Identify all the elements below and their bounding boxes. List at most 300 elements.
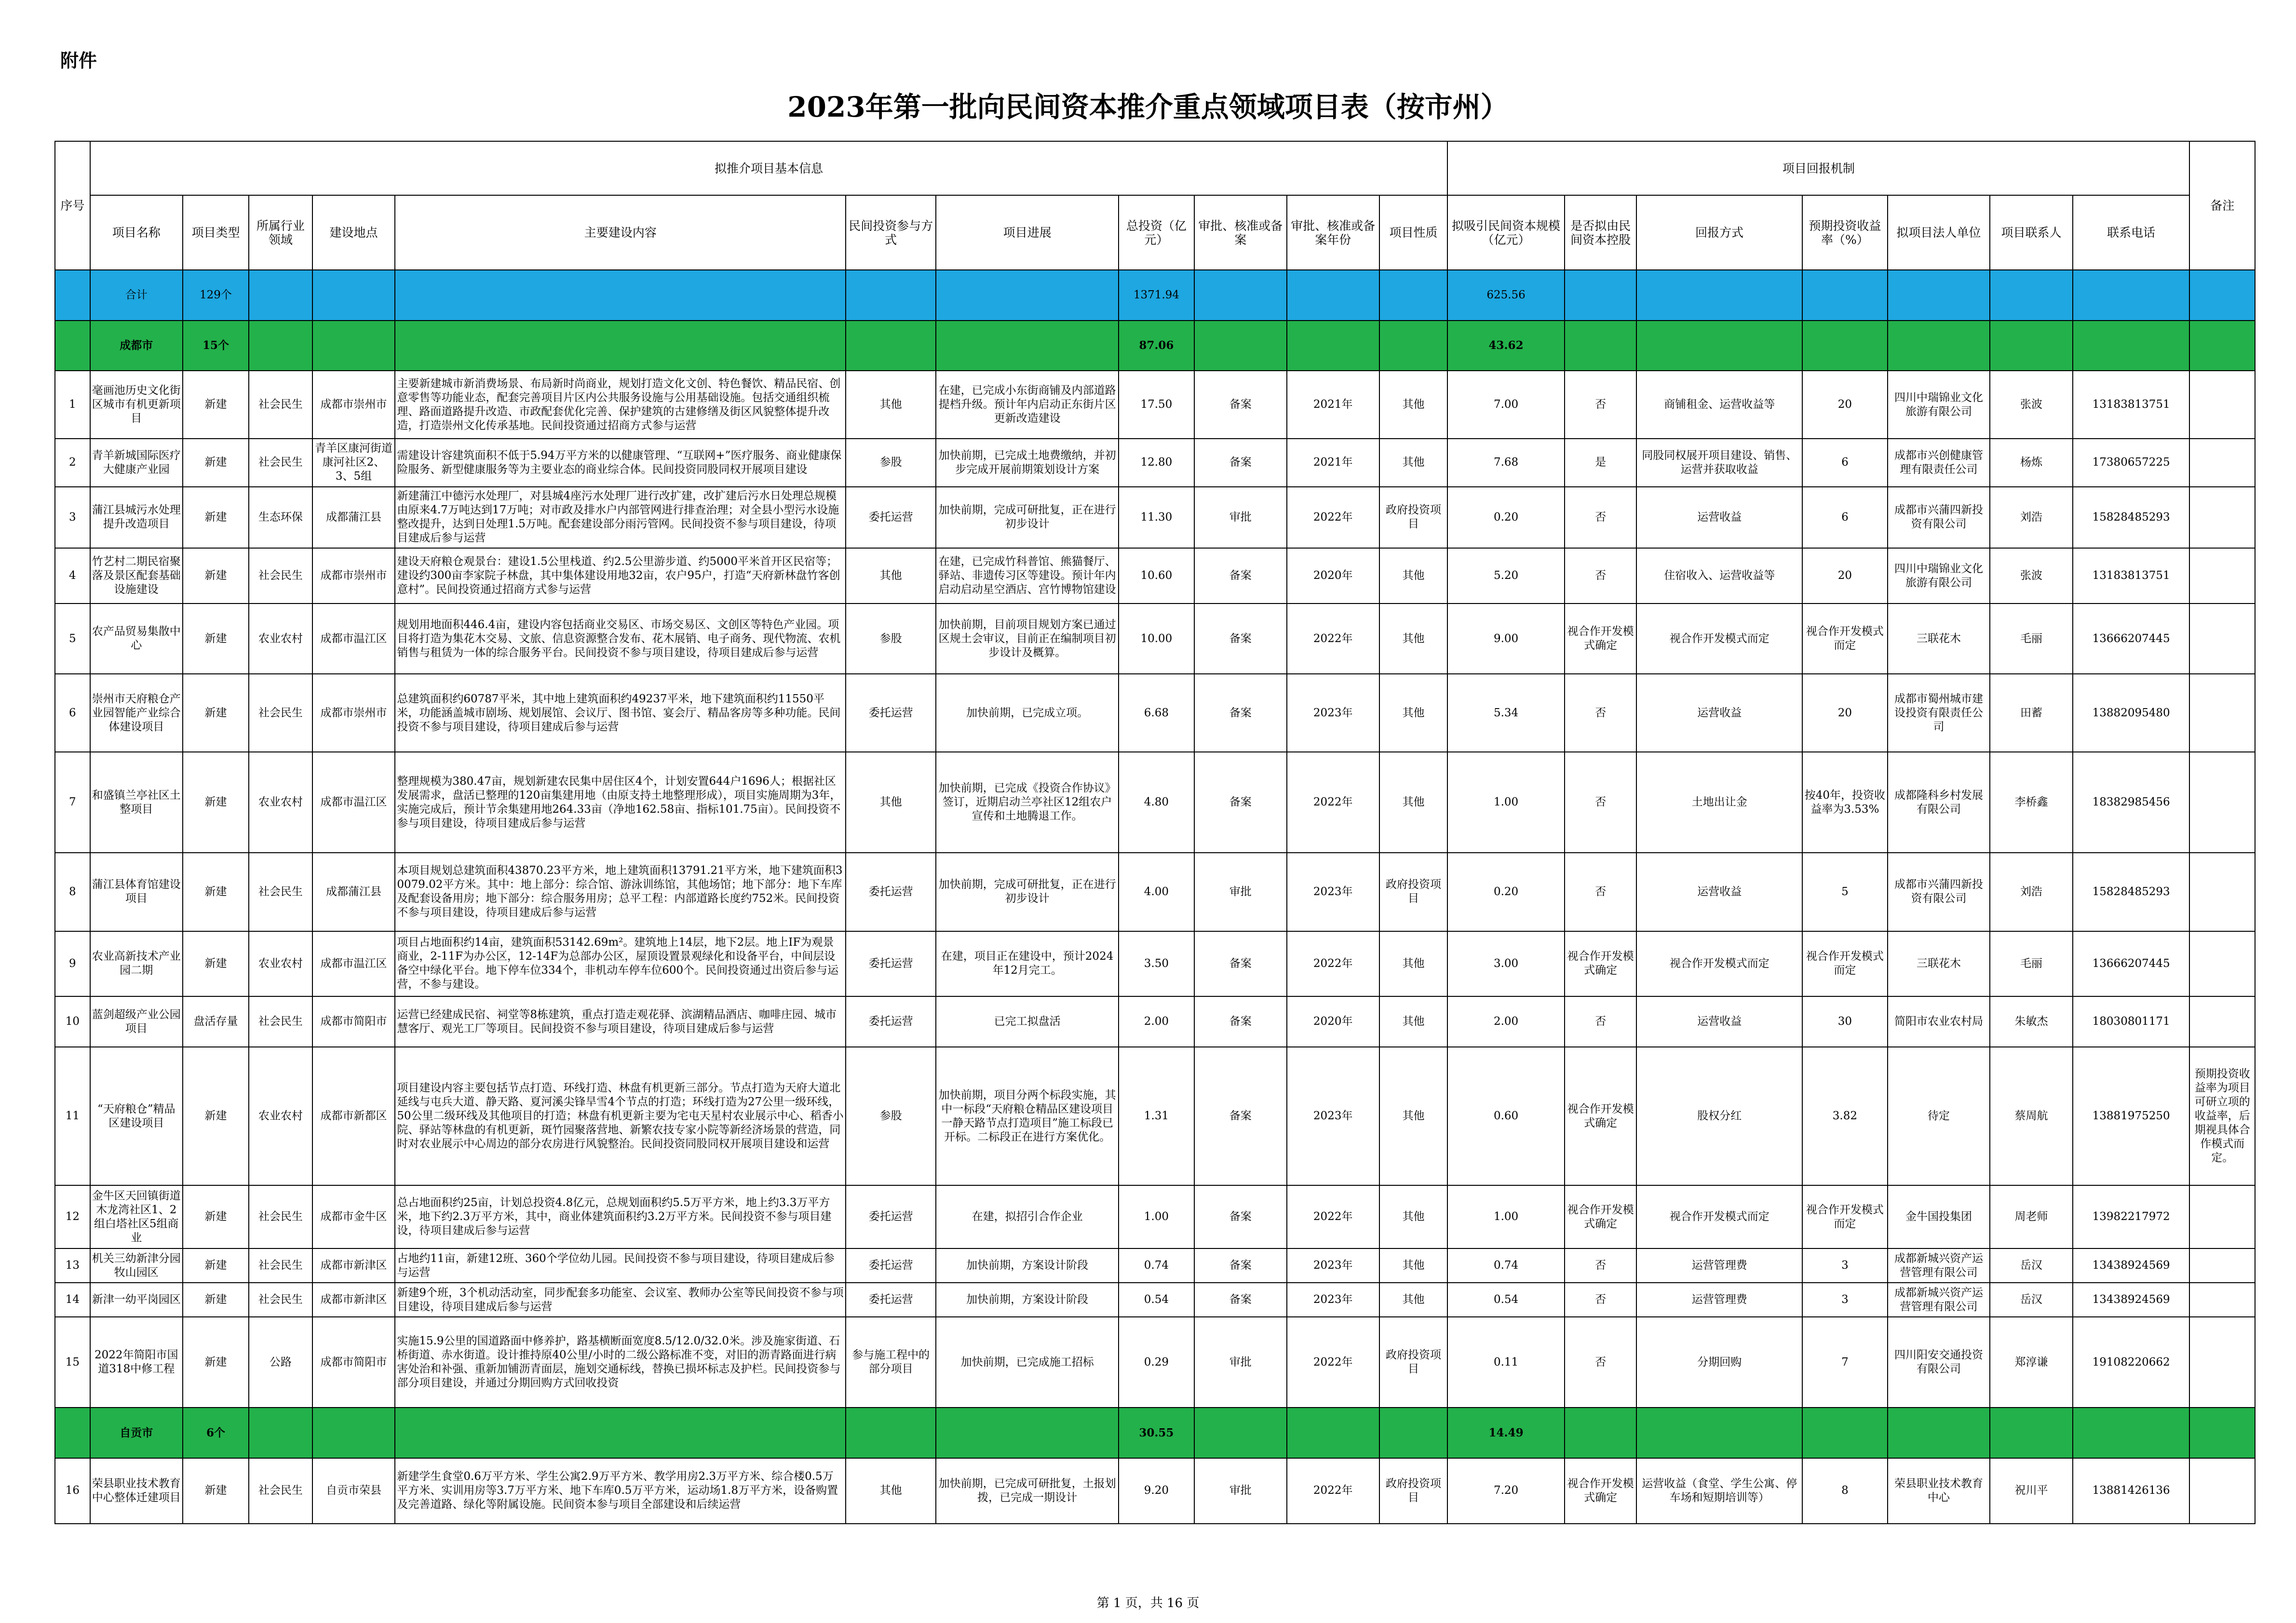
approval-year: 2023年 bbox=[1287, 674, 1379, 752]
industry: 社会民生 bbox=[249, 1458, 312, 1524]
row-seq: 4 bbox=[55, 548, 90, 604]
contact: 祝川平 bbox=[1990, 1458, 2073, 1524]
return-mode: 股权分红 bbox=[1636, 1047, 1802, 1185]
phone: 15828485293 bbox=[2073, 853, 2190, 931]
participation: 委托运营 bbox=[846, 1185, 936, 1248]
location: 成都蒲江县 bbox=[312, 853, 395, 931]
header-legal-unit: 拟项目法人单位 bbox=[1888, 195, 1990, 270]
private-scale: 1.00 bbox=[1447, 752, 1565, 853]
yield: 8 bbox=[1802, 1458, 1888, 1524]
private-scale: 9.00 bbox=[1447, 604, 1565, 674]
return-mode: 运营收益 bbox=[1636, 674, 1802, 752]
industry: 社会民生 bbox=[249, 996, 312, 1047]
phone: 19108220662 bbox=[2073, 1317, 2190, 1408]
return-mode: 视合作开发模式而定 bbox=[1636, 1185, 1802, 1248]
controlled: 视合作开发模式确定 bbox=[1565, 1458, 1637, 1524]
controlled: 视合作开发模式确定 bbox=[1565, 1185, 1637, 1248]
header-nature: 项目性质 bbox=[1379, 195, 1448, 270]
controlled: 否 bbox=[1565, 1283, 1637, 1317]
yield: 6 bbox=[1802, 439, 1888, 486]
header-industry: 所属行业领域 bbox=[249, 195, 312, 270]
legal-unit: 待定 bbox=[1888, 1047, 1990, 1185]
remark bbox=[2189, 996, 2255, 1047]
return-mode: 住宿收入、运营收益等 bbox=[1636, 548, 1802, 604]
industry: 社会民生 bbox=[249, 548, 312, 604]
header-investment: 总投资（亿元） bbox=[1119, 195, 1194, 270]
location: 成都市简阳市 bbox=[312, 1317, 395, 1408]
participation: 参股 bbox=[846, 1047, 936, 1185]
nature: 其他 bbox=[1379, 439, 1448, 486]
progress: 加快前期，已完成施工招标 bbox=[936, 1317, 1119, 1408]
legal-unit: 四川中瑞锦业文化旅游有限公司 bbox=[1888, 371, 1990, 439]
header-approval-year: 审批、核准或备案年份 bbox=[1287, 195, 1379, 270]
remark bbox=[2189, 853, 2255, 931]
progress: 加快前期，项目分两个标段实施，其中一标段“天府粮仓精品区建设项目一静天路节点打造项目”施工标段已开标。二标段正在进行方案优化。 bbox=[936, 1047, 1119, 1185]
content: 新建蒲江中德污水处理厂，对县城4座污水处理厂进行改扩建，改扩建后污水日处理总规模由原来4.7万吨达到17万吨；对市政及排水户内部管网进行排查治理；对全县小型污水设施整改提升，达到日处理1.5万吨。配套建设部分雨污管网。民间投资不参与项目建设，待项目建成后参与运营 bbox=[395, 487, 846, 549]
participation: 委托运营 bbox=[846, 996, 936, 1047]
investment: 10.60 bbox=[1119, 548, 1194, 604]
legal-unit: 成都市兴蒲四新投资有限公司 bbox=[1888, 487, 1990, 549]
row-seq: 15 bbox=[55, 1317, 90, 1408]
contact: 周老师 bbox=[1990, 1185, 2073, 1248]
contact: 张波 bbox=[1990, 371, 2073, 439]
progress: 在建，项目正在建设中，预计2024年12月完工。 bbox=[936, 931, 1119, 997]
approval-year: 2020年 bbox=[1287, 548, 1379, 604]
project-type: 新建 bbox=[183, 548, 249, 604]
location: 成都市新津区 bbox=[312, 1248, 395, 1283]
contact: 毛丽 bbox=[1990, 931, 2073, 997]
private-scale: 0.20 bbox=[1447, 487, 1565, 549]
remark bbox=[2189, 371, 2255, 439]
remark: 预期投资收益率为项目可研立项的收益率，后期视具体合作模式而定。 bbox=[2189, 1047, 2255, 1185]
return-mode: 运营收益 bbox=[1636, 853, 1802, 931]
approval-year: 2023年 bbox=[1287, 1248, 1379, 1283]
approval: 备案 bbox=[1194, 439, 1287, 486]
header-contact: 项目联系人 bbox=[1990, 195, 2073, 270]
city-investment: 30.55 bbox=[1119, 1408, 1194, 1458]
participation: 参股 bbox=[846, 604, 936, 674]
header-progress: 项目进展 bbox=[936, 195, 1119, 270]
legal-unit: 三联花木 bbox=[1888, 931, 1990, 997]
phone: 13982217972 bbox=[2073, 1185, 2190, 1248]
total-row bbox=[55, 270, 2255, 321]
row-seq: 1 bbox=[55, 371, 90, 439]
nature: 其他 bbox=[1379, 371, 1448, 439]
total-private: 625.56 bbox=[1447, 270, 1565, 321]
nature: 其他 bbox=[1379, 1185, 1448, 1248]
nature: 政府投资项目 bbox=[1379, 487, 1448, 549]
project-type: 新建 bbox=[183, 1248, 249, 1283]
row-seq: 6 bbox=[55, 674, 90, 752]
investment: 4.00 bbox=[1119, 853, 1194, 931]
controlled: 否 bbox=[1565, 752, 1637, 853]
controlled: 否 bbox=[1565, 853, 1637, 931]
controlled: 视合作开发模式确定 bbox=[1565, 931, 1637, 997]
header-private-scale: 拟吸引民间资本规模（亿元） bbox=[1447, 195, 1565, 270]
table-row bbox=[55, 752, 2255, 853]
return-mode: 运营管理费 bbox=[1636, 1248, 1802, 1283]
city-private: 43.62 bbox=[1447, 321, 1565, 371]
project-name: 蒲江县体育馆建设项目 bbox=[90, 853, 183, 931]
contact: 朱敏杰 bbox=[1990, 996, 2073, 1047]
approval: 备案 bbox=[1194, 371, 1287, 439]
table-body bbox=[55, 270, 2255, 1524]
phone: 13882095480 bbox=[2073, 674, 2190, 752]
contact: 毛丽 bbox=[1990, 604, 2073, 674]
approval-year: 2023年 bbox=[1287, 1283, 1379, 1317]
yield: 5 bbox=[1802, 853, 1888, 931]
project-type: 新建 bbox=[183, 1458, 249, 1524]
industry: 农业农村 bbox=[249, 752, 312, 853]
controlled: 视合作开发模式确定 bbox=[1565, 604, 1637, 674]
approval: 审批 bbox=[1194, 487, 1287, 549]
controlled: 否 bbox=[1565, 1317, 1637, 1408]
industry: 社会民生 bbox=[249, 1248, 312, 1283]
approval-year: 2023年 bbox=[1287, 1047, 1379, 1185]
phone: 13438924569 bbox=[2073, 1248, 2190, 1283]
nature: 政府投资项目 bbox=[1379, 853, 1448, 931]
contact: 蔡周航 bbox=[1990, 1047, 2073, 1185]
project-name: 农产品贸易集散中心 bbox=[90, 604, 183, 674]
progress: 加快前期，已完成土地费缴纳，并初步完成开展前期策划设计方案 bbox=[936, 439, 1119, 486]
contact: 张波 bbox=[1990, 548, 2073, 604]
content: 建设天府粮仓观景台：建设1.5公里栈道、约2.5公里游步道、约5000平米首开区民宿等；建设约300亩李家院子林盘，其中集体建设用地32亩，农户95户，打造“天府新林盘竹客创意村”。民间投资通过招商方式参与运营 bbox=[395, 548, 846, 604]
legal-unit: 三联花木 bbox=[1888, 604, 1990, 674]
approval: 审批 bbox=[1194, 1458, 1287, 1524]
industry: 公路 bbox=[249, 1317, 312, 1408]
legal-unit: 金牛国投集团 bbox=[1888, 1185, 1990, 1248]
approval: 备案 bbox=[1194, 752, 1287, 853]
yield: 视合作开发模式而定 bbox=[1802, 931, 1888, 997]
remark bbox=[2189, 674, 2255, 752]
private-scale: 0.74 bbox=[1447, 1248, 1565, 1283]
yield: 3.82 bbox=[1802, 1047, 1888, 1185]
approval: 备案 bbox=[1194, 931, 1287, 997]
contact: 刘浩 bbox=[1990, 853, 2073, 931]
progress: 加快前期，已完成立项。 bbox=[936, 674, 1119, 752]
return-mode: 运营收益（食堂、学生公寓、停车场和短期培训等） bbox=[1636, 1458, 1802, 1524]
project-name: 蒲江县城污水处理提升改造项目 bbox=[90, 487, 183, 549]
investment: 4.80 bbox=[1119, 752, 1194, 853]
industry: 农业农村 bbox=[249, 1047, 312, 1185]
participation: 其他 bbox=[846, 752, 936, 853]
table-row bbox=[55, 931, 2255, 997]
header-location: 建设地点 bbox=[312, 195, 395, 270]
city-row bbox=[55, 321, 2255, 371]
table-row bbox=[55, 487, 2255, 549]
content: 整理规模为380.47亩，规划新建农民集中居住区4个，计划安置644户1696人；根据社区发展需求，盘活已整理的120亩集建用地（由原支持土地整理形成），项目实施周期为3年，实施完成后，预计节余集建用地264.33亩（净地162.58亩、指标101.75亩）。民间投资不参与项目建设，待项目建成后参与运营 bbox=[395, 752, 846, 853]
city-investment: 87.06 bbox=[1119, 321, 1194, 371]
location: 成都蒲江县 bbox=[312, 487, 395, 549]
nature: 其他 bbox=[1379, 604, 1448, 674]
location: 成都市新津区 bbox=[312, 1283, 395, 1317]
location: 成都市温江区 bbox=[312, 931, 395, 997]
contact: 岳汉 bbox=[1990, 1283, 2073, 1317]
progress: 在建，已完成小东街商铺及内部道路提档升级。预计年内启动正东街片区更新改造建设 bbox=[936, 371, 1119, 439]
industry: 农业农村 bbox=[249, 604, 312, 674]
approval-year: 2023年 bbox=[1287, 853, 1379, 931]
return-mode: 分期回购 bbox=[1636, 1317, 1802, 1408]
table-row bbox=[55, 371, 2255, 439]
approval-year: 2022年 bbox=[1287, 604, 1379, 674]
project-name: 蓝剑超级产业公园项目 bbox=[90, 996, 183, 1047]
remark bbox=[2189, 439, 2255, 486]
project-table bbox=[54, 141, 2255, 1524]
industry: 社会民生 bbox=[249, 371, 312, 439]
header-remark: 备注 bbox=[2189, 141, 2255, 270]
contact: 刘浩 bbox=[1990, 487, 2073, 549]
project-name: 毫画池历史文化街区城市有机更新项目 bbox=[90, 371, 183, 439]
approval-year: 2022年 bbox=[1287, 1458, 1379, 1524]
city-name: 自贡市 bbox=[90, 1408, 183, 1458]
approval: 备案 bbox=[1194, 548, 1287, 604]
legal-unit: 成都隆科乡村发展有限公司 bbox=[1888, 752, 1990, 853]
approval-year: 2022年 bbox=[1287, 487, 1379, 549]
progress: 加快前期，方案设计阶段 bbox=[936, 1248, 1119, 1283]
investment: 0.29 bbox=[1119, 1317, 1194, 1408]
location: 成都市简阳市 bbox=[312, 996, 395, 1047]
nature: 其他 bbox=[1379, 1248, 1448, 1283]
approval-year: 2022年 bbox=[1287, 1185, 1379, 1248]
industry: 生态环保 bbox=[249, 487, 312, 549]
row-seq: 8 bbox=[55, 853, 90, 931]
location: 成都市温江区 bbox=[312, 604, 395, 674]
content: 新建9个班，3个机动活动室，同步配套多功能室、会议室、教师办公室等民间投资不参与项目建设，待项目建成后参与运营 bbox=[395, 1283, 846, 1317]
table-row bbox=[55, 853, 2255, 931]
location: 成都市崇州市 bbox=[312, 371, 395, 439]
project-type: 新建 bbox=[183, 487, 249, 549]
row-seq: 16 bbox=[55, 1458, 90, 1524]
phone: 13881426136 bbox=[2073, 1458, 2190, 1524]
participation: 委托运营 bbox=[846, 487, 936, 549]
controlled: 视合作开发模式确定 bbox=[1565, 1047, 1637, 1185]
yield: 3 bbox=[1802, 1248, 1888, 1283]
contact: 李桥鑫 bbox=[1990, 752, 2073, 853]
participation: 委托运营 bbox=[846, 674, 936, 752]
approval: 备案 bbox=[1194, 1248, 1287, 1283]
yield: 视合作开发模式而定 bbox=[1802, 604, 1888, 674]
return-mode: 运营收益 bbox=[1636, 487, 1802, 549]
content: 占地约11亩，新建12班、360个学位幼儿园。民间投资不参与项目建设，待项目建成后参与运营 bbox=[395, 1248, 846, 1283]
nature: 其他 bbox=[1379, 1047, 1448, 1185]
table-row bbox=[55, 1047, 2255, 1185]
legal-unit: 成都市蜀州城市建设投资有限责任公司 bbox=[1888, 674, 1990, 752]
project-name: “天府粮仓”精品区建设项目 bbox=[90, 1047, 183, 1185]
progress: 加快前期，已完成可研批复，土报划拨，已完成一期设计 bbox=[936, 1458, 1119, 1524]
project-name: 和盛镇兰亭社区土整项目 bbox=[90, 752, 183, 853]
private-scale: 1.00 bbox=[1447, 1185, 1565, 1248]
return-mode: 运营收益 bbox=[1636, 996, 1802, 1047]
project-name: 金牛区天回镇街道木龙湾社区1、2组白塔社区5组商业 bbox=[90, 1185, 183, 1248]
nature: 其他 bbox=[1379, 931, 1448, 997]
phone: 17380657225 bbox=[2073, 439, 2190, 486]
content: 新建学生食堂0.6万平方米、学生公寓2.9万平方米、教学用房2.3万平方米、综合楼0.5万平方米、实训用房等3.7万平方米、地下车库0.5万平方米，运动场1.8万平方米，设备购置及完善道路、绿化等附属设施。民间资本参与项目全部建设和后续运营 bbox=[395, 1458, 846, 1524]
legal-unit: 成都新城兴资产运营管理有限公司 bbox=[1888, 1283, 1990, 1317]
approval: 备案 bbox=[1194, 1185, 1287, 1248]
row-seq: 7 bbox=[55, 752, 90, 853]
content: 规划用地面积446.4亩，建设内容包括商业交易区、市场交易区、文创区等特色产业园。项目将打造为集花木交易、文旅、信息资源整合发布、花木展销、电子商务、现代物流、农机销售与租赁为一体的综合服务平台。民间投资不参与项目建设，待项目建成后参与运营 bbox=[395, 604, 846, 674]
approval: 备案 bbox=[1194, 1047, 1287, 1185]
location: 自贡市荣县 bbox=[312, 1458, 395, 1524]
project-name: 机关三幼新津分园牧山园区 bbox=[90, 1248, 183, 1283]
table-row bbox=[55, 674, 2255, 752]
nature: 其他 bbox=[1379, 1283, 1448, 1317]
yield: 3 bbox=[1802, 1283, 1888, 1317]
investment: 9.20 bbox=[1119, 1458, 1194, 1524]
approval-year: 2021年 bbox=[1287, 439, 1379, 486]
investment: 11.30 bbox=[1119, 487, 1194, 549]
content: 运营已经建成民宿、祠堂等8栋建筑，重点打造走观花驿、滨湖精品酒店、咖啡庄园、城市慧客厅、观光工厂等项目。民间投资不参与项目建设，待项目建成后参与运营 bbox=[395, 996, 846, 1047]
approval-year: 2020年 bbox=[1287, 996, 1379, 1047]
city-name: 成都市 bbox=[90, 321, 183, 371]
progress: 加快前期，完成可研批复，正在进行初步设计 bbox=[936, 487, 1119, 549]
contact: 田蓄 bbox=[1990, 674, 2073, 752]
remark bbox=[2189, 931, 2255, 997]
participation: 委托运营 bbox=[846, 853, 936, 931]
return-mode: 商铺租金、运营收益等 bbox=[1636, 371, 1802, 439]
investment: 2.00 bbox=[1119, 996, 1194, 1047]
content: 本项目规划总建筑面积43870.23平方米，地上建筑面积13791.21平方米，地下建筑面积30079.02平方米。其中：地上部分：综合馆、游泳训练馆，其他场馆；地下部分：地下车库及配套设备用房；地下部分：综合服务用房；总平工程：内部道路长度约752米。民间投资不参与项目建设，待项目建成后参与运营 bbox=[395, 853, 846, 931]
yield: 按40年，投资收益率为3.53% bbox=[1802, 752, 1888, 853]
row-seq: 10 bbox=[55, 996, 90, 1047]
approval: 审批 bbox=[1194, 853, 1287, 931]
location: 成都市崇州市 bbox=[312, 674, 395, 752]
project-type: 盘活存量 bbox=[183, 996, 249, 1047]
contact: 岳汉 bbox=[1990, 1248, 2073, 1283]
city-count: 6个 bbox=[183, 1408, 249, 1458]
approval-year: 2021年 bbox=[1287, 371, 1379, 439]
project-type: 新建 bbox=[183, 853, 249, 931]
progress: 加快前期，完成可研批复，正在进行初步设计 bbox=[936, 853, 1119, 931]
controlled: 否 bbox=[1565, 487, 1637, 549]
remark bbox=[2189, 1317, 2255, 1408]
location: 青羊区康河街道康河社区2、3、5组 bbox=[312, 439, 395, 486]
remark bbox=[2189, 548, 2255, 604]
industry: 社会民生 bbox=[249, 1283, 312, 1317]
project-name: 2022年简阳市国道318中修工程 bbox=[90, 1317, 183, 1408]
header-type: 项目类型 bbox=[183, 195, 249, 270]
remark bbox=[2189, 1458, 2255, 1524]
table-row bbox=[55, 1248, 2255, 1283]
controlled: 否 bbox=[1565, 674, 1637, 752]
nature: 政府投资项目 bbox=[1379, 1458, 1448, 1524]
project-type: 新建 bbox=[183, 931, 249, 997]
project-type: 新建 bbox=[183, 371, 249, 439]
progress: 加快前期，已完成《投资合作协议》签订，近期启动兰亭社区12组农户宣传和土地腾退工作。 bbox=[936, 752, 1119, 853]
table-row bbox=[55, 1458, 2255, 1524]
investment: 3.50 bbox=[1119, 931, 1194, 997]
table-row bbox=[55, 1185, 2255, 1248]
project-name: 竹艺村二期民宿聚落及景区配套基础设施建设 bbox=[90, 548, 183, 604]
participation: 其他 bbox=[846, 548, 936, 604]
legal-unit: 荣县职业技术教育中心 bbox=[1888, 1458, 1990, 1524]
participation: 参与施工程中的部分项目 bbox=[846, 1317, 936, 1408]
table-row bbox=[55, 604, 2255, 674]
project-name: 青羊新城国际医疗大健康产业园 bbox=[90, 439, 183, 486]
table-row bbox=[55, 548, 2255, 604]
location: 成都市新都区 bbox=[312, 1047, 395, 1185]
private-scale: 3.00 bbox=[1447, 931, 1565, 997]
header-content: 主要建设内容 bbox=[395, 195, 846, 270]
controlled: 是 bbox=[1565, 439, 1637, 486]
controlled: 否 bbox=[1565, 996, 1637, 1047]
investment: 12.80 bbox=[1119, 439, 1194, 486]
content: 项目占地面积约14亩，建筑面积53142.69m²。建筑地上14层，地下2层。地上IF为观景商业，2-11F为办公区，12-14F为总部办公区，屋顶设置景观绿化和设备平台，中间层设备空中绿化平台。地下停车位334个，非机动车停车位600个。民间投资通过出资后参与运营，不参与建设。 bbox=[395, 931, 846, 997]
progress: 加快前期，目前项目规划方案已通过区规土会审议，目前正在编制项目初步设计及概算。 bbox=[936, 604, 1119, 674]
remark bbox=[2189, 1248, 2255, 1283]
private-scale: 2.00 bbox=[1447, 996, 1565, 1047]
nature: 其他 bbox=[1379, 996, 1448, 1047]
progress: 在建，已完成竹科普馆、熊猫餐厅、驿站、非遗传习区等建设。预计年内启动启动星空酒店、宫竹博物馆建设 bbox=[936, 548, 1119, 604]
investment: 0.74 bbox=[1119, 1248, 1194, 1283]
approval: 备案 bbox=[1194, 604, 1287, 674]
investment: 0.54 bbox=[1119, 1283, 1194, 1317]
header-controlled: 是否拟由民间资本控股 bbox=[1565, 195, 1637, 270]
content: 总占地面积约25亩，计划总投资4.8亿元，总规划面积约5.5万平方米，地上约3.3万平方米，地下约2.3万平方米，其中，商业体建筑面积约3.2万平方米。民间投资不参与项目建设，待项目建成后参与运营 bbox=[395, 1185, 846, 1248]
private-scale: 5.20 bbox=[1447, 548, 1565, 604]
return-mode: 视合作开发模式而定 bbox=[1636, 931, 1802, 997]
remark bbox=[2189, 1283, 2255, 1317]
remark bbox=[2189, 604, 2255, 674]
investment: 6.68 bbox=[1119, 674, 1194, 752]
row-seq: 2 bbox=[55, 439, 90, 486]
page-title: 2023年第一批向民间资本推介重点领域项目表（按市州） bbox=[787, 91, 1509, 123]
page-footer: 第 1 页，共 16 页 bbox=[1096, 1596, 1200, 1610]
city-count: 15个 bbox=[183, 321, 249, 371]
industry: 社会民生 bbox=[249, 1185, 312, 1248]
project-type: 新建 bbox=[183, 674, 249, 752]
industry: 社会民生 bbox=[249, 439, 312, 486]
controlled: 否 bbox=[1565, 548, 1637, 604]
remark bbox=[2189, 752, 2255, 853]
controlled: 否 bbox=[1565, 371, 1637, 439]
participation: 其他 bbox=[846, 371, 936, 439]
investment: 1.31 bbox=[1119, 1047, 1194, 1185]
approval-year: 2022年 bbox=[1287, 1317, 1379, 1408]
nature: 政府投资项目 bbox=[1379, 1317, 1448, 1408]
private-scale: 7.20 bbox=[1447, 1458, 1565, 1524]
phone: 13666207445 bbox=[2073, 604, 2190, 674]
participation: 委托运营 bbox=[846, 931, 936, 997]
investment: 10.00 bbox=[1119, 604, 1194, 674]
project-type: 新建 bbox=[183, 1283, 249, 1317]
row-seq: 5 bbox=[55, 604, 90, 674]
content: 需建设计容建筑面积不低于5.94万平方米的以健康管理、“互联网+”医疗服务、商业健康保险服务、新型健康服务等为主要业态的商业综合体。民间投资同股同权开展项目建设 bbox=[395, 439, 846, 486]
project-type: 新建 bbox=[183, 604, 249, 674]
header-phone: 联系电话 bbox=[2073, 195, 2190, 270]
nature: 其他 bbox=[1379, 674, 1448, 752]
header-group-return: 项目回报机制 bbox=[1447, 141, 2189, 195]
legal-unit: 成都市兴创健康管理有限责任公司 bbox=[1888, 439, 1990, 486]
contact: 郑淳谦 bbox=[1990, 1317, 2073, 1408]
table-row bbox=[55, 996, 2255, 1047]
participation: 委托运营 bbox=[846, 1283, 936, 1317]
yield: 6 bbox=[1802, 487, 1888, 549]
project-type: 新建 bbox=[183, 1185, 249, 1248]
private-scale: 0.11 bbox=[1447, 1317, 1565, 1408]
private-scale: 7.00 bbox=[1447, 371, 1565, 439]
total-count: 129个 bbox=[183, 270, 249, 321]
header-yield: 预期投资收益率（%） bbox=[1802, 195, 1888, 270]
project-name: 荣县职业技术教育中心整体迁建项目 bbox=[90, 1458, 183, 1524]
phone: 13183813751 bbox=[2073, 548, 2190, 604]
project-name: 崇州市天府粮仓产业园智能产业综合体建设项目 bbox=[90, 674, 183, 752]
private-scale: 0.60 bbox=[1447, 1047, 1565, 1185]
row-seq: 13 bbox=[55, 1248, 90, 1283]
project-name: 农业高新技术产业园二期 bbox=[90, 931, 183, 997]
content: 实施15.9公里的国道路面中修养护，路基横断面宽度8.5/12.0/32.0米。涉及施家街道、石桥街道、赤水街道。设计推持原40公里/小时的二级公路标准不变，对旧的沥青路面进行病害处治和补强、重新加铺沥青面层，施划交通标线，替换已损坏标志及护栏。民间投资参与部分项目建设，并通过分期回购方式回收投资 bbox=[395, 1317, 846, 1408]
phone: 13183813751 bbox=[2073, 371, 2190, 439]
